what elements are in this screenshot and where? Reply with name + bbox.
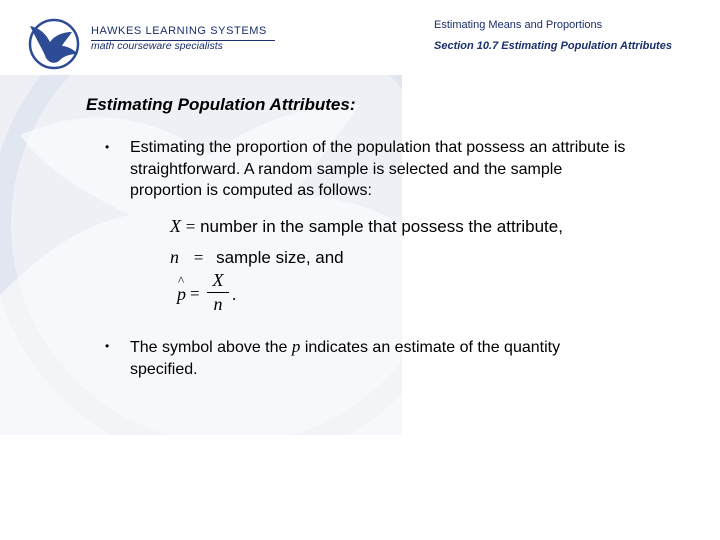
bullet-2-text: The symbol above the p indicates an estimate of the quantity specified.	[130, 337, 561, 378]
formula-phat	[177, 273, 186, 305]
x-definition: number in the sample that possess the attribute,	[200, 217, 563, 236]
slide-title: Estimating Population Attributes:	[86, 95, 356, 114]
n-definition: sample size, and	[216, 248, 344, 267]
fraction-denominator: n	[213, 294, 223, 314]
equals-sign: =	[190, 284, 200, 303]
n-variable: n	[170, 247, 179, 267]
eagle-logo-icon	[26, 18, 82, 70]
section-title: Section 10.7 Estimating Population Attributes	[434, 40, 672, 52]
bullet-dot: •	[105, 140, 110, 154]
company-name: HAWKES LEARNING SYSTEMS	[91, 25, 267, 37]
formula-x	[170, 216, 563, 237]
fraction-bar	[207, 292, 229, 293]
company-tagline: math courseware specialists	[91, 40, 223, 52]
fraction-numerator: X	[212, 270, 224, 290]
formula-period: .	[232, 285, 237, 304]
bullet-dot: •	[105, 339, 110, 353]
hawkes-logo	[26, 18, 82, 70]
equals-sign: =	[185, 217, 196, 236]
p-hat-variable: ^ p	[177, 273, 186, 304]
p-symbol: p	[291, 337, 301, 356]
fraction-x-over-n	[207, 270, 229, 315]
x-variable: X	[170, 216, 181, 236]
formula-n	[170, 247, 344, 268]
bullet-1-text: Estimating the proportion of the population that possess an attribute is straightforward. A random sample is selected and the sample proportion is computed as follows:	[130, 139, 626, 199]
chapter-title: Estimating Means and Proportions	[434, 19, 603, 31]
hat-accent: ^	[178, 273, 185, 288]
equals-sign: =	[193, 248, 204, 267]
